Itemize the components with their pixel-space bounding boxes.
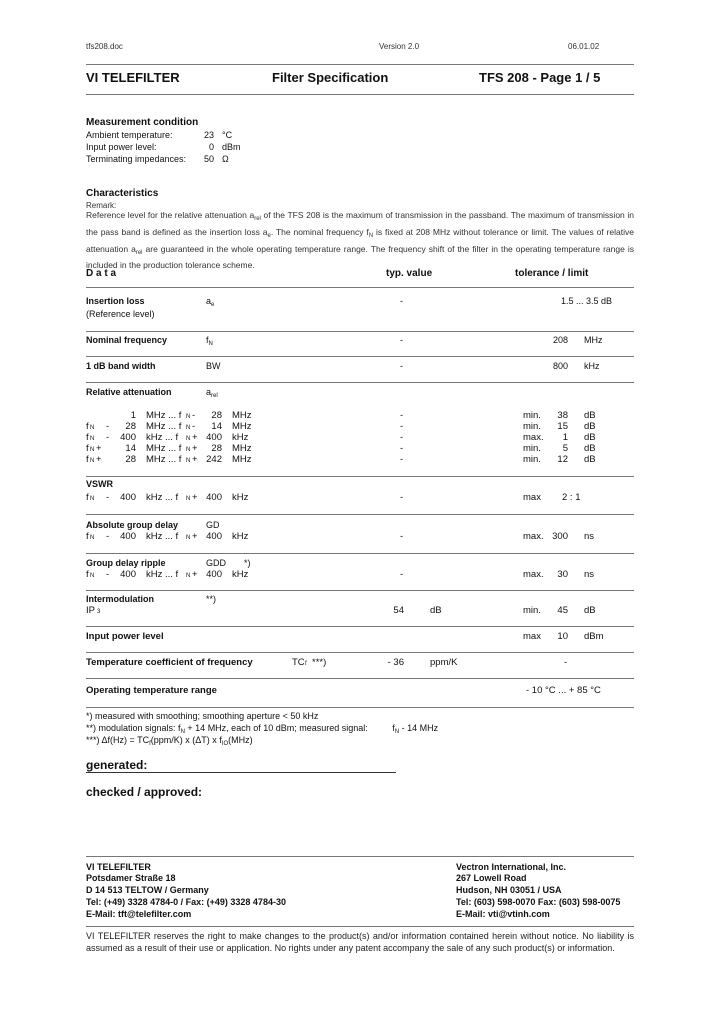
insertion-loss-typ: - bbox=[400, 296, 403, 306]
checked-approved-label: checked / approved: bbox=[86, 785, 203, 799]
intermodulation-note: **) bbox=[206, 594, 217, 604]
measurement-label: Input power level: bbox=[86, 142, 157, 152]
row-rule bbox=[86, 382, 634, 383]
nominal-frequency-label: Nominal frequency bbox=[86, 335, 168, 345]
nominal-frequency-value: 208 bbox=[552, 335, 568, 345]
characteristics-heading: Characteristics bbox=[86, 188, 159, 199]
bandwidth-unit: kHz bbox=[584, 361, 600, 371]
table-row: f N - 400 kHz ... f N + 400 kHz - max 2 : 1 bbox=[86, 492, 581, 503]
row-rule bbox=[86, 356, 634, 357]
footer-right-line: Tel: (603) 598-0070 Fax: (603) 598-0075 bbox=[456, 897, 621, 907]
col-data-header: D a t a bbox=[86, 268, 117, 279]
row-rule bbox=[86, 652, 634, 653]
group-delay-ripple-label: Group delay ripple bbox=[86, 558, 166, 568]
disclaimer: VI TELEFILTER reserves the right to make changes to the product(s) and/or information contained herein without notice. No liability is assumed as a result of their use or application. No rights under any patent accompany the sale of any such product(s) or information. bbox=[86, 931, 634, 953]
generated-label: generated: bbox=[86, 758, 148, 772]
table-row: Temperature coefficient of frequency TC f ***) - 36 ppm/K - bbox=[86, 657, 568, 668]
measurement-label: Ambient temperature: bbox=[86, 130, 173, 140]
insertion-loss-symbol: $a_e$ bbox=[206, 296, 215, 308]
file-name: tfs208.doc bbox=[86, 42, 123, 51]
date: 06.01.02 bbox=[568, 42, 600, 51]
row-rule bbox=[86, 476, 634, 477]
table-bottom-rule bbox=[86, 707, 634, 708]
group-delay-ripple-symbol: GDD bbox=[206, 558, 226, 568]
row-rule bbox=[86, 626, 634, 627]
footnote-smoothing: *) measured with smoothing; smoothing aperture < 50 kHz bbox=[86, 711, 319, 721]
bandwidth-value: 800 bbox=[552, 361, 568, 371]
measurement-value: 50 bbox=[203, 154, 214, 164]
document-title: Filter Specification bbox=[272, 70, 389, 85]
relative-attenuation-symbol: $a_{rel}$ bbox=[206, 387, 218, 399]
row-rule bbox=[86, 590, 634, 591]
table-row: f N - 400 kHz ... f N + 400 kHz - max. 30 ns bbox=[86, 569, 595, 580]
group-delay-ripple-note: *) bbox=[244, 558, 251, 568]
col-tolerance-header: tolerance / limit bbox=[515, 268, 589, 279]
intermodulation-label: Intermodulation bbox=[86, 594, 154, 604]
measurement-value: 23 bbox=[203, 130, 214, 140]
measurement-label: Terminating impedances: bbox=[86, 154, 187, 164]
insertion-loss-sub: (Reference level) bbox=[86, 309, 155, 319]
row-rule bbox=[86, 553, 634, 554]
row-rule bbox=[86, 514, 634, 515]
footnote-modulation: **) modulation signals: $f_N + 14$ MHz, each of 10 dBm; measured signal: $f_N - 14$ MHz bbox=[86, 723, 439, 735]
footer-right-line: Vectron International, Inc. bbox=[456, 862, 567, 872]
row-rule bbox=[86, 331, 634, 332]
footer-left-line: Potsdamer Straße 18 bbox=[86, 873, 176, 883]
footer-left-line: Tel: (+49) 3328 4784-0 / Fax: (+49) 3328 4784-30 bbox=[86, 897, 286, 907]
header-top-rule bbox=[86, 64, 634, 65]
signature-line bbox=[86, 772, 396, 773]
table-row: Input power level max 10 dBm bbox=[86, 631, 604, 642]
page-number: TFS 208 - Page 1 / 5 bbox=[479, 70, 601, 85]
row-rule bbox=[86, 678, 634, 679]
measurement-unit: dBm bbox=[222, 142, 241, 152]
table-row: f N - 400 kHz ... f N + 400 kHz - max. 300 ns bbox=[86, 531, 595, 542]
bandwidth-symbol: BW bbox=[206, 361, 221, 371]
insertion-loss-tol: 1.5 ... 3.5 dB bbox=[561, 296, 613, 306]
absolute-group-delay-symbol: GD bbox=[206, 520, 220, 530]
col-typ-header: typ. value bbox=[386, 268, 433, 279]
table-row: IP 3 54 dB min. 45 dB bbox=[86, 605, 596, 616]
footer-rule bbox=[86, 856, 634, 857]
footer-left-email[interactable]: E-Mail: tft@telefilter.com bbox=[86, 909, 192, 919]
footer-right-email[interactable]: E-Mail: vti@vtinh.com bbox=[456, 909, 550, 919]
measurement-unit: Ω bbox=[222, 154, 229, 164]
disclaimer-rule bbox=[86, 926, 634, 927]
remark-text: Reference level for the relative attenuation $a_{rel}$ of the TFS 208 is the maximum of transmission in the passband. The maximum of transmission in the pass band is defined as the insertion loss $a_e$. The nominal frequency $f_N$ is fixed at 208 MHz without tolerance or limit. The values of relative attenuation $a_{rel}$ are guaranteed in the whole operating temperature range. The frequency shift of the filter in the operating temperature range is included in the production tolerance scheme. bbox=[86, 210, 634, 271]
absolute-group-delay-label: Absolute group delay bbox=[86, 520, 179, 530]
bandwidth-typ: - bbox=[400, 361, 403, 371]
measurement-unit: °C bbox=[222, 130, 233, 140]
table-row: 1 MHz ... f N - 28 MHz - min. 38 dB bbox=[130, 410, 596, 421]
table-row: Operating temperature range - 10 °C ... + 85 °C bbox=[86, 685, 601, 696]
vswr-label: VSWR bbox=[86, 479, 113, 489]
company-name: VI TELEFILTER bbox=[86, 70, 180, 85]
relative-attenuation-label: Relative attenuation bbox=[86, 387, 172, 397]
table-row: f N - 28 MHz ... f N - 14 MHz - min. 15 dB bbox=[86, 421, 596, 432]
footnote-formula: ***) $\Delta f(Hz) = TC_f(ppm/K)$ x (ΔT) x $f_{IO}(MHz)$ bbox=[86, 735, 253, 747]
footer-right-line: 267 Lowell Road bbox=[456, 873, 527, 883]
measurement-value: 0 bbox=[208, 142, 214, 152]
measurement-heading: Measurement condition bbox=[86, 117, 199, 128]
table-header-rule bbox=[86, 287, 634, 288]
footer-left-line: VI TELEFILTER bbox=[86, 862, 151, 872]
nominal-frequency-unit: MHz bbox=[584, 335, 603, 345]
nominal-frequency-symbol: $f_N$ bbox=[206, 335, 213, 347]
footer-left-line: D 14 513 TELTOW / Germany bbox=[86, 885, 209, 895]
version: Version 2.0 bbox=[379, 42, 420, 51]
insertion-loss-label: Insertion loss bbox=[86, 296, 145, 306]
table-row: f N - 400 kHz ... f N + 400 kHz - max. 1 dB bbox=[86, 432, 596, 443]
table-row: f N + 28 MHz ... f N + 242 MHz - min. 12 dB bbox=[86, 454, 596, 465]
nominal-frequency-typ: - bbox=[400, 335, 403, 345]
footer-right-line: Hudson, NH 03051 / USA bbox=[456, 885, 562, 895]
header-bottom-rule bbox=[86, 94, 634, 95]
bandwidth-label: 1 dB band width bbox=[86, 361, 156, 371]
table-row: f N + 14 MHz ... f N + 28 MHz - min. 5 dB bbox=[86, 443, 596, 454]
remark-label: Remark: bbox=[86, 201, 117, 210]
